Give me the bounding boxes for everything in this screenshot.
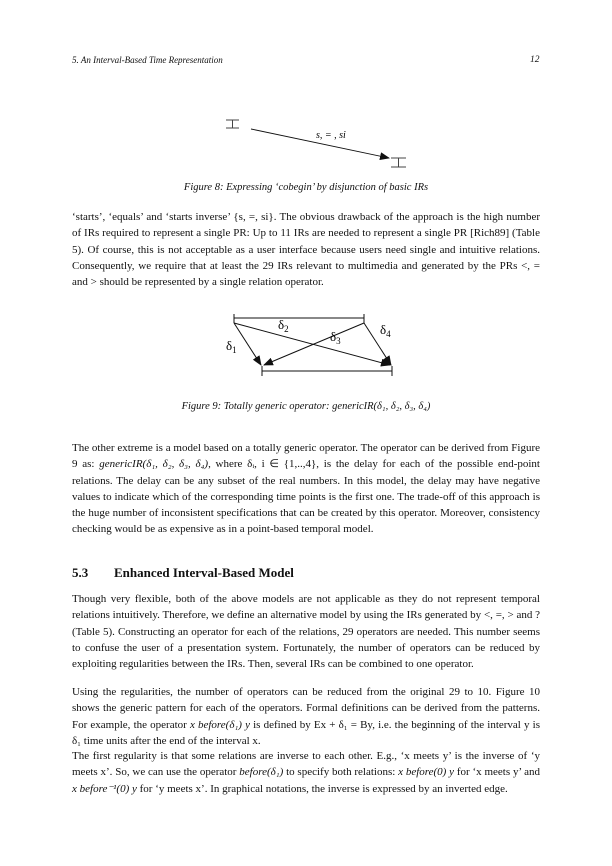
figure-8-caption: Figure 8: Expressing ‘cobegin’ by disjunction of basic IRs: [183, 182, 429, 193]
edge-label: s, = , si: [316, 130, 346, 141]
inline-formula: genericIR(δ₁, δ₂, δ₃, δ₄): [99, 458, 209, 471]
inline-formula: x before⁻¹(0) y: [72, 782, 137, 795]
label-delta1: $\delta_1$: [226, 338, 237, 355]
interval-x-icon: [226, 120, 239, 128]
section-heading: 5.3 Enhanced Interval-Based Model: [72, 565, 294, 580]
figure-9-diagram: [0, 300, 612, 390]
paragraph-2: The other extreme is a model based on a totally generic operator. The operator can be derived from Figure 9 as: genericIR(δ₁, δ₂, δ₃, δ₄), where δᵢ, i ∈ {1,..,4}, is the delay for each of the possible end-point relations. The delay can be any subset of the real numbers. In this model, the delay may have negative values to indicate which of the corresponding time points is the first one. The trade-off of this approach is the huge number of inconsistent specifications that can be created by this operator. Moreover, consistency checking would be as expensive as in a point-based temporal model.: [72, 442, 540, 536]
inline-formula: before(δ₁): [239, 766, 284, 779]
paragraph-3: Though very flexible, both of the above models are not applicable as they do not represent temporal relations intuitively. Therefore, we define an alternative model by using the IRs generated by <, =, > and ? (Table 5). Constructing an operator for each of the relations, 29 operators are needed. This number seems to confuse the user of a presentation system. Fortunately, the number of operators can be reduced by exploiting regularities between the IRs. Then, several IRs can be combined to one operator.: [72, 593, 540, 671]
paragraph-5: The first regularity is that some relations are inverse to each other. E.g., ‘x meets y’ is the inverse of ‘y meets x’. So, we can use the operator before(δ₁) to specify both relations: x before(0) y for ‘x meets y’ and x before⁻¹(0) y for ‘y meets x’. In graphical notations, the inverse is expressed by an inverted edge.: [72, 750, 540, 795]
generic-ir-formula: genericIR(δ₁, δ₂, δ₃, δ₄): [332, 401, 431, 412]
paragraph-4: Using the regularities, the number of operators can be reduced from the original 29 to 10. Figure 10 shows the generic pattern for each of the operators. Formal definitions can be derived from the patterns. For example, the operator x before(δ₁) y is defined by Ex + δ₁ = By, i.e. the beginning of the interval y is δ₁ time units after the end of the interval x.: [72, 686, 540, 747]
paragraph-1: ‘starts’, ‘equals’ and ‘starts inverse’ {s, =, si}. The obvious drawback of the approach is the high number of IRs required to represent a single PR: Up to 11 IRs are needed to represent a single PR [Rich89] (Table 5). Of course, this is not acceptable as a user interface because users need single and intuitive relations. Consequently, we require that at least the 29 IRs relevant to multimedia and generated by the PRs <, = and > should be represented by a single relation operator.: [72, 211, 540, 289]
running-title: 5. An Interval-Based Time Representation: [72, 55, 223, 65]
inline-formula: x before(δ₁) y: [189, 718, 250, 731]
figure-8-diagram: [0, 0, 612, 200]
figure-9-caption: Figure 9: Totally generic operator: genericIR(δ₁, δ₂, δ₃, δ₄): [181, 401, 431, 412]
page-number: 12: [530, 55, 540, 65]
label-delta2: $\delta_2$: [278, 317, 289, 334]
label-delta3: $\delta_3$: [330, 329, 341, 346]
inline-formula: x before(0) y: [398, 766, 455, 779]
interval-y-icon: [391, 158, 406, 167]
label-delta4: $\delta_4$: [380, 322, 391, 339]
